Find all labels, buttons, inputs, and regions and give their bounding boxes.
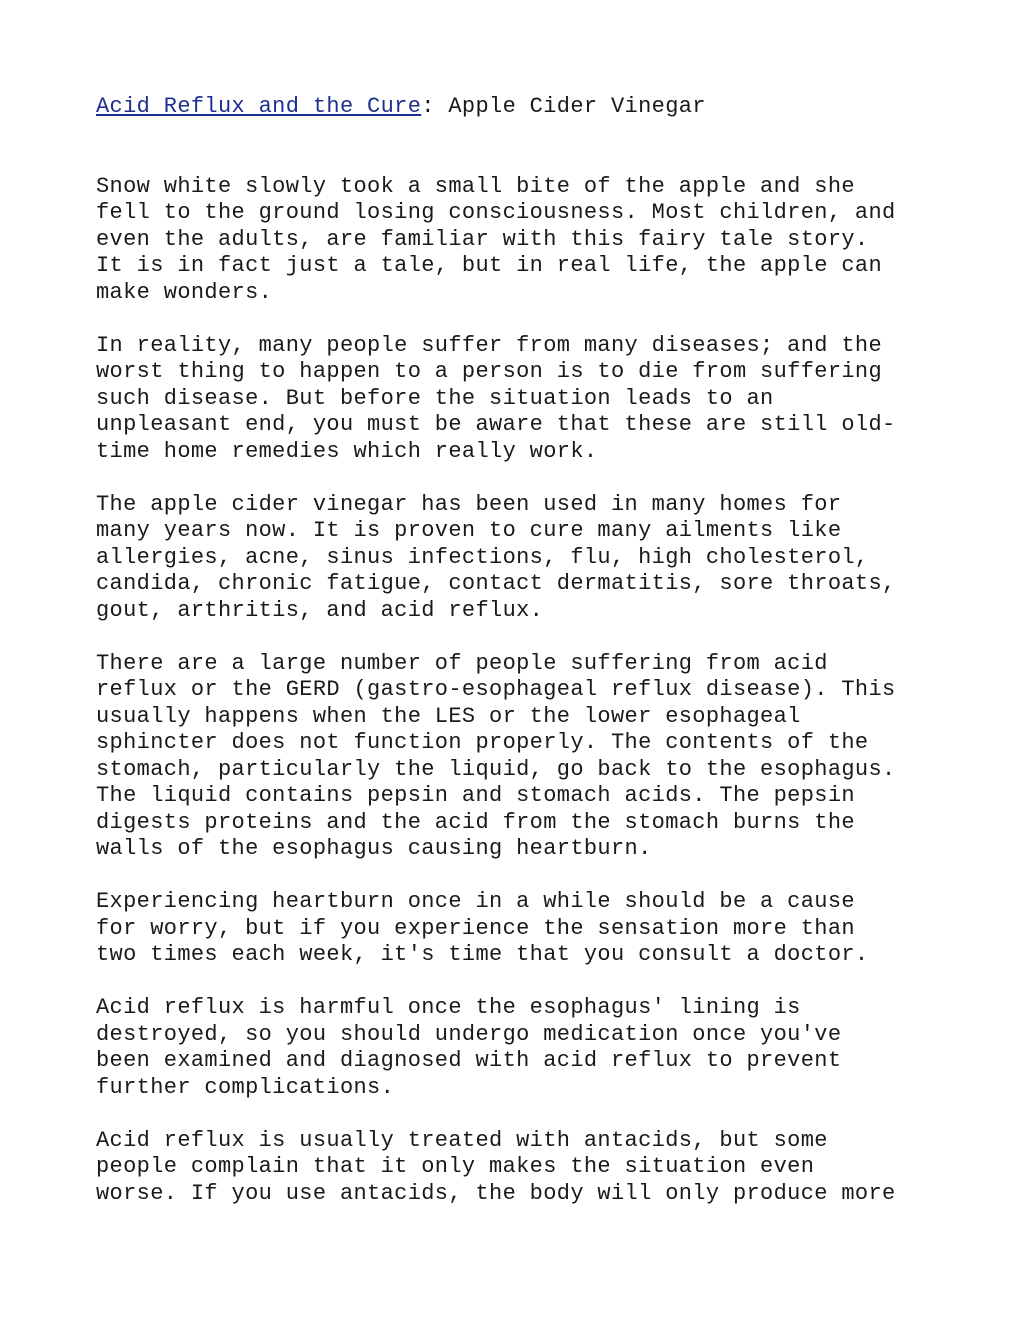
text-line: usually happens when the LES or the lower esophageal (96, 703, 801, 729)
paragraph (96, 492, 976, 625)
text-line: It is in fact just a tale, but in real life, the apple can (96, 253, 883, 278)
text-line: worse. If you use antacids, the body will only produce more (96, 1180, 896, 1206)
text-line: Acid reflux is harmful once the esophagus' lining is (96, 995, 801, 1020)
paragraph (96, 333, 976, 466)
paragraphs (96, 174, 976, 1208)
text-line: Snow white slowly took a small bite of the apple and she (96, 173, 855, 199)
text-line: fell to the ground losing consciousness. Most children, and (96, 200, 896, 225)
text-line: such disease. But before the situation leads to an (96, 385, 774, 411)
paragraph (96, 174, 976, 307)
text-line: many years now. It is proven to cure many ailments like (96, 518, 842, 543)
document-title (96, 94, 976, 121)
text-line: people complain that it only makes the situation even (96, 1154, 815, 1179)
text-line: make wonders. (96, 279, 273, 305)
text-line: candida, chronic fatigue, contact dermatitis, sore throats, (96, 571, 896, 596)
text-line: sphincter does not function properly. The contents of the (96, 730, 869, 755)
paragraph (96, 1128, 976, 1208)
title-link[interactable]: Acid Reflux and the Cure (96, 94, 422, 119)
text-line: for worry, but if you experience the sensation more than (96, 915, 855, 941)
document-body (96, 94, 976, 1207)
text-line: In reality, many people suffer from many diseases; and the (96, 332, 883, 358)
text-line: been examined and diagnosed with acid reflux to prevent (96, 1048, 842, 1073)
text-line: unpleasant end, you must be aware that these are still old- (96, 412, 896, 437)
text-line: destroyed, so you should undergo medication once you've (96, 1021, 842, 1047)
text-line: walls of the esophagus causing heartburn. (96, 836, 652, 861)
paragraph (96, 889, 976, 969)
text-line: time home remedies which really work. (96, 438, 598, 464)
text-line: stomach, particularly the liquid, go back to the esophagus. (96, 756, 896, 782)
title-suffix: : Apple Cider Vinegar (421, 94, 706, 119)
text-line: gout, arthritis, and acid reflux. (96, 597, 544, 623)
text-line: digests proteins and the acid from the stomach burns the (96, 809, 855, 835)
text-line: Acid reflux is usually treated with antacids, but some (96, 1127, 828, 1153)
text-line: The apple cider vinegar has been used in many homes for (96, 491, 842, 517)
text-line: reflux or the GERD (gastro-esophageal reflux disease). This (96, 677, 896, 702)
text-line: worst thing to happen to a person is to die from suffering (96, 359, 883, 384)
text-line: There are a large number of people suffering from acid (96, 650, 828, 676)
paragraph (96, 651, 976, 863)
text-line: even the adults, are familiar with this fairy tale story. (96, 226, 869, 252)
text-line: two times each week, it's time that you consult a doctor. (96, 942, 869, 967)
paragraph (96, 995, 976, 1101)
text-line: Experiencing heartburn once in a while should be a cause (96, 889, 855, 914)
text-line: further complications. (96, 1074, 395, 1100)
text-line: allergies, acne, sinus infections, flu, high cholesterol, (96, 544, 869, 570)
text-line: The liquid contains pepsin and stomach acids. The pepsin (96, 783, 855, 808)
